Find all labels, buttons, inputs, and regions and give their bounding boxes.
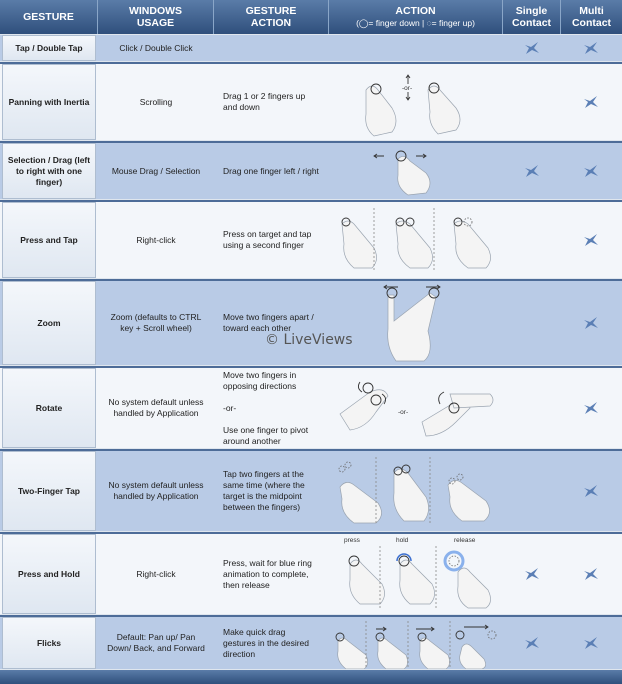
multi-contact-cell xyxy=(562,64,620,140)
gesture-name: Tap / Double Tap xyxy=(2,35,96,61)
gesture-action: Tap two fingers at the same time (where the target is the midpoint between the fingers) xyxy=(223,469,305,512)
header-windows-usage-line1: WINDOWS xyxy=(128,5,183,17)
multi-contact-cell xyxy=(562,281,620,365)
header-multi-line2: Contact xyxy=(571,17,612,29)
gesture-action: Press on target and tap using a second finger xyxy=(223,229,312,250)
multi-contact-check-icon xyxy=(583,567,599,581)
panning-or-label: -or- xyxy=(402,85,413,92)
header-action-label: ACTION xyxy=(395,5,436,17)
header-multi-line1: Multi xyxy=(579,5,604,17)
table-footer-bar xyxy=(0,670,622,684)
multi-contact-check-icon xyxy=(583,636,599,650)
multi-contact-check-icon xyxy=(583,401,599,415)
press-label: press xyxy=(344,537,360,544)
multi-contact-check-icon xyxy=(583,316,599,330)
header-single-contact xyxy=(503,0,561,34)
multi-contact-check-icon xyxy=(583,164,599,178)
gesture-action: Move two fingers in opposing directions -or- Use one finger to pivot around another xyxy=(223,369,309,446)
single-contact-check-icon xyxy=(524,41,540,55)
windows-usage: No system default unless handled by Application xyxy=(108,397,204,418)
table-row xyxy=(0,64,622,140)
action-illustration xyxy=(330,143,502,199)
header-action xyxy=(329,0,503,34)
header-windows-usage-line2: USAGE xyxy=(136,17,175,29)
windows-usage: Zoom (defaults to CTRL key + Scroll wheel) xyxy=(110,312,202,333)
action-illustration xyxy=(330,451,502,531)
header-multi-contact xyxy=(561,0,622,34)
single-contact-check-icon xyxy=(524,567,540,581)
flicks-hands-image xyxy=(330,617,502,669)
single-contact-cell xyxy=(504,35,560,61)
gesture-name: Zoom xyxy=(2,281,96,365)
single-contact-cell xyxy=(504,143,560,199)
drag-hand-image xyxy=(330,143,502,199)
gesture-action: Drag one finger left / right xyxy=(223,165,319,176)
multi-contact-cell xyxy=(562,35,620,61)
multi-contact-cell xyxy=(562,534,620,614)
multi-contact-check-icon xyxy=(583,484,599,498)
release-label: release xyxy=(454,537,476,544)
single-contact-cell xyxy=(504,64,560,140)
gesture-name: Press and Hold xyxy=(2,534,96,614)
rotate-or-label: -or- xyxy=(398,409,409,416)
windows-usage: Right-click xyxy=(136,568,176,579)
panning-hands-image xyxy=(330,64,502,140)
action-illustration xyxy=(330,35,502,61)
multi-contact-cell xyxy=(562,143,620,199)
rotate-hands-image xyxy=(330,368,502,448)
multi-contact-cell xyxy=(562,202,620,278)
action-illustration xyxy=(330,64,502,140)
table-row xyxy=(0,202,622,278)
single-contact-cell xyxy=(504,617,560,669)
action-illustration xyxy=(330,202,502,278)
watermark: © LiveViews xyxy=(265,332,353,348)
action-illustration xyxy=(330,281,502,365)
header-single-line1: Single xyxy=(515,5,548,17)
header-gesture-action-line2: ACTION xyxy=(250,17,292,29)
multi-contact-check-icon xyxy=(583,95,599,109)
windows-usage: Mouse Drag / Selection xyxy=(111,165,201,176)
gesture-name: Panning with Inertia xyxy=(2,64,96,140)
single-contact-cell xyxy=(504,534,560,614)
gesture-name: Rotate xyxy=(2,368,96,448)
header-gesture-action-line1: GESTURE xyxy=(245,5,297,17)
multi-contact-cell xyxy=(562,617,620,669)
single-contact-cell xyxy=(504,281,560,365)
gesture-name: Selection / Drag (left to right with one finger) xyxy=(2,143,96,199)
single-contact-check-icon xyxy=(524,164,540,178)
header-single-line2: Contact xyxy=(511,17,552,29)
windows-usage: Right-click xyxy=(136,234,176,245)
single-contact-cell xyxy=(504,451,560,531)
single-contact-cell xyxy=(504,202,560,278)
header-action-legend: (◯= finger down | ◌= finger up) xyxy=(356,18,475,28)
action-illustration xyxy=(330,617,502,669)
press-and-hold-image xyxy=(330,534,502,614)
gesture-action: Make quick drag gestures in the desired direction xyxy=(223,626,309,659)
hold-label: hold xyxy=(396,537,409,544)
gesture-action: Drag 1 or 2 fingers up and down xyxy=(223,91,306,112)
gesture-action: Move two fingers apart / toward each other xyxy=(223,312,314,333)
press-and-tap-image xyxy=(330,202,502,278)
single-contact-cell xyxy=(504,368,560,448)
multi-contact-check-icon xyxy=(583,233,599,247)
action-illustration xyxy=(330,368,502,448)
gesture-name: Two-Finger Tap xyxy=(2,451,96,531)
gesture-name: Flicks xyxy=(2,617,96,669)
windows-usage: Default: Pan up/ Pan Down/ Back, and Forward xyxy=(107,632,205,653)
windows-usage: Click / Double Click xyxy=(119,42,193,53)
zoom-hand-image xyxy=(330,281,502,365)
table-row xyxy=(0,451,622,531)
header-gesture xyxy=(0,0,98,34)
header-windows-usage xyxy=(98,0,214,34)
gesture-action xyxy=(215,35,328,61)
table-row xyxy=(0,368,622,448)
windows-usage: Scrolling xyxy=(139,96,173,107)
table-row xyxy=(0,281,622,365)
two-finger-tap-image xyxy=(330,451,502,531)
gesture-name: Press and Tap xyxy=(2,202,96,278)
multi-contact-cell xyxy=(562,451,620,531)
table-row xyxy=(0,617,622,669)
table-row xyxy=(0,534,622,614)
table-row xyxy=(0,35,622,61)
windows-usage: No system default unless handled by Application xyxy=(108,480,204,501)
gesture-action: Press, wait for blue ring animation to complete, then release xyxy=(223,557,312,590)
single-contact-check-icon xyxy=(524,636,540,650)
table-row xyxy=(0,143,622,199)
action-illustration xyxy=(330,534,502,614)
multi-contact-cell xyxy=(562,368,620,448)
header-gesture-label: GESTURE xyxy=(23,11,74,23)
header-gesture-action xyxy=(214,0,329,34)
multi-contact-check-icon xyxy=(583,41,599,55)
